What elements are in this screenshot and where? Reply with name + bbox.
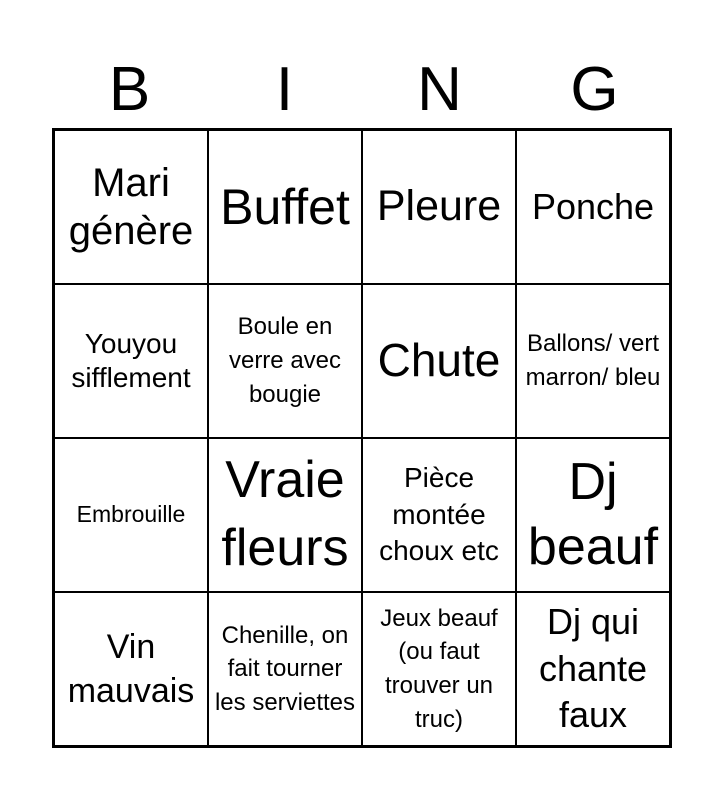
bingo-cell[interactable] (54, 438, 208, 592)
bingo-cell[interactable] (362, 438, 516, 592)
bingo-cell[interactable] (208, 438, 362, 592)
bingo-cell[interactable] (208, 592, 362, 746)
header-letter-i: I (275, 55, 294, 124)
cell-text: Dj beauf (527, 453, 659, 576)
bingo-cell[interactable] (362, 592, 516, 746)
cell-text: Chenille, on fait tourner les serviettes (214, 621, 356, 716)
bingo-cell[interactable] (54, 592, 208, 746)
bingo-cell[interactable] (516, 284, 670, 438)
cell-text: Buffet (220, 179, 350, 235)
bingo-cell[interactable] (516, 592, 670, 746)
cell-text: Pièce montée choux etc (379, 462, 499, 567)
header-letter-n: N (417, 55, 462, 124)
bingo-cell[interactable] (362, 130, 516, 284)
bingo-cell[interactable] (516, 130, 670, 284)
cell-text: Chute (377, 334, 501, 387)
bingo-cell[interactable] (208, 284, 362, 438)
cell-text: Vin mauvais (67, 627, 195, 710)
cell-text: Dj qui chante faux (538, 600, 648, 736)
cell-text: Jeux beauf (ou faut trouver un truc) (380, 604, 498, 733)
cell-text: Pleure (376, 182, 502, 231)
bingo-grid (52, 128, 672, 748)
cell-text: Ponche (531, 186, 655, 228)
cell-text: Youyou sifflement (71, 328, 191, 393)
cell-text: Embrouille (76, 501, 186, 528)
bingo-header (52, 50, 672, 130)
bingo-cell[interactable] (54, 130, 208, 284)
cell-text: Vraie fleurs (221, 451, 349, 577)
bingo-cell[interactable] (362, 284, 516, 438)
header-letter-b: B (108, 55, 151, 124)
bingo-cell[interactable] (208, 130, 362, 284)
cell-text: Boule en verre avec bougie (228, 312, 342, 409)
header-letter-g: G (570, 55, 619, 124)
bingo-cell[interactable] (54, 284, 208, 438)
cell-text: Ballons/ vert marron/ bleu (525, 329, 661, 391)
bingo-cell[interactable] (516, 438, 670, 592)
cell-text: Mari génère (68, 161, 194, 253)
